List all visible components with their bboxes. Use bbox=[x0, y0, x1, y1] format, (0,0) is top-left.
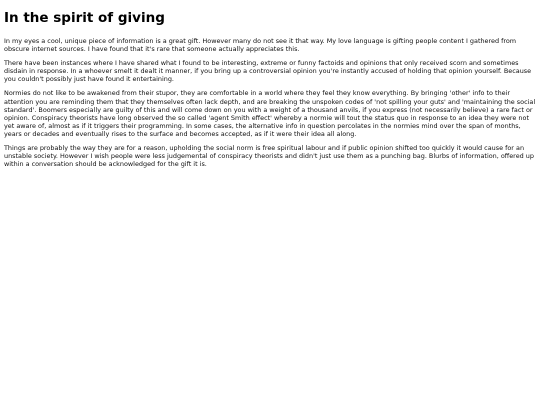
page-title: In the spirit of giving bbox=[4, 10, 165, 26]
paragraph-1: In my eyes a cool, unique piece of information is a great gift. However many do not see it that way. My love language is gifting people content I gathered from obscure internet sources. I have found that it's rare that someone actually appreciates this. bbox=[4, 37, 517, 54]
paragraph-3: Normies do not like to be awakened from their stupor, they are comfortable in a world where they feel they know everything. By bringing 'other' info to their attention you are reminding them that they themselves often lack depth, and are breaking the unspoken codes of 'not spilling your guts' and 'maintaining the social standard'. Boomers especially are guilty of this and will come down on you with a weight of a thousand anvils, if you express (not necessarily believe) a rare fact or opinion. Conspiracy theorists have long observed the so called 'agent Smith effect' whereby a normie will tout the status quo in response to an idea they were not yet aware of, almost as if it triggers their programming. In some cases, the alternative info in question percolates in the normies mind over the span of months, years or decades and eventually rises to the surface and becomes accepted, as if it were their idea all along. bbox=[4, 89, 536, 138]
paragraph-4: Things are probably the way they are for a reason, upholding the social norm is free spiritual labour and if public opinion shifted too quickly it would cause for an unstable society. However I wish people were less judgemental of conspiracy theorists and didn't just use them as a punching bag. Blurbs of information, offered up within a conversation should be acknowledged for the gift it is. bbox=[4, 144, 534, 169]
paragraph-2: There have been instances where I have shared what I found to be interesting, extreme or funny factoids and opinions that only received scorn and sometimes disdain in response. In a whoever smelt it dealt it manner, if you bring up a controversial opinion you're instantly accused of holding that opinion yourself. Because you couldn't possibly just have found it entertaining. bbox=[4, 59, 532, 84]
